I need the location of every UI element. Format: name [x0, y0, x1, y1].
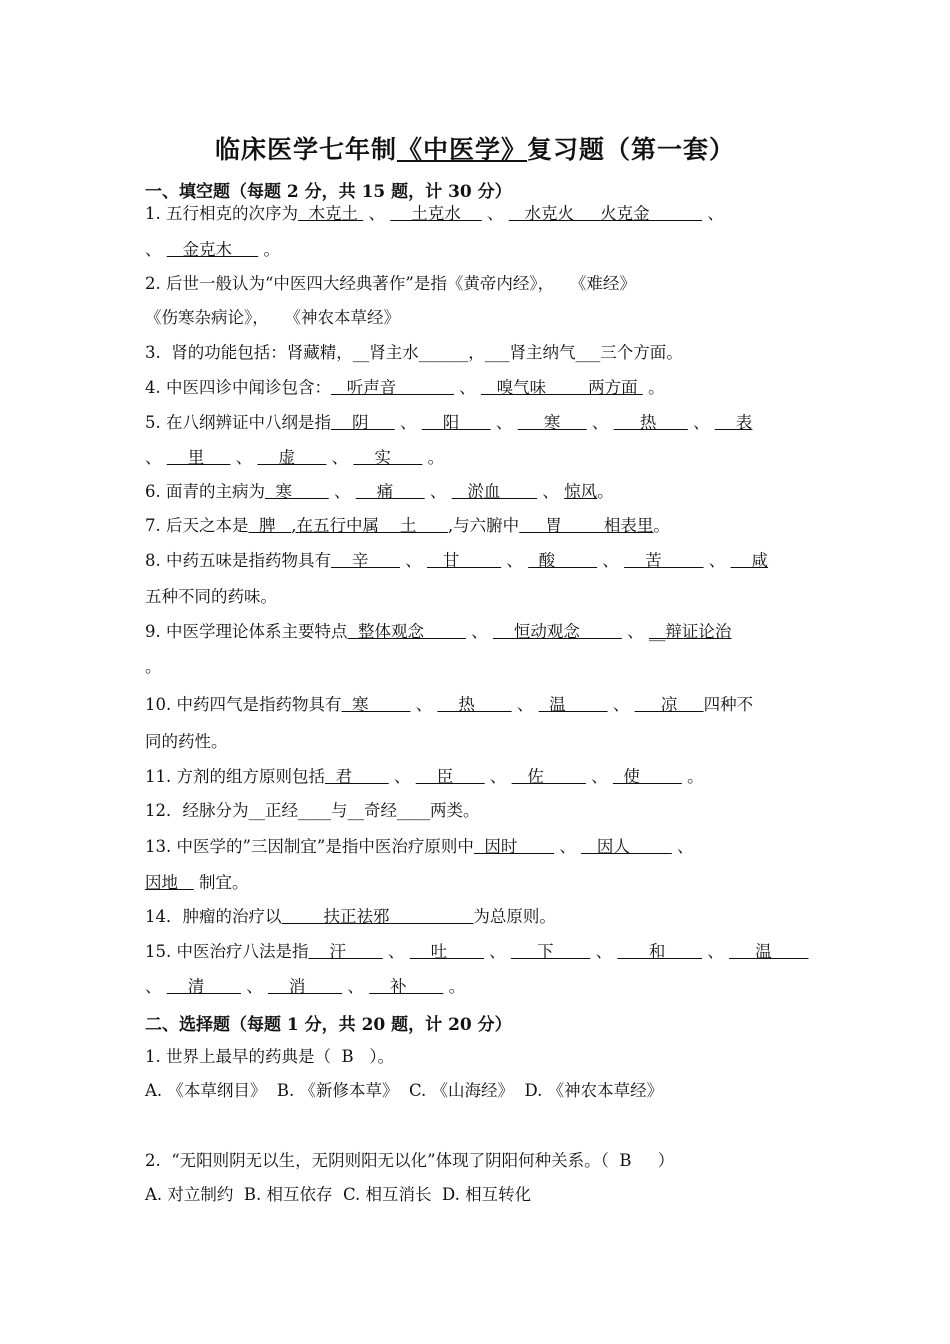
q9-answer: __辩证论治 — [648, 622, 732, 641]
section-choice-heading: 二、选择题（每题 1 分，共 20 题，计 20 分） — [145, 1015, 512, 1035]
q8-sep: 、 — [501, 551, 529, 570]
question-10-line1 — [145, 694, 753, 716]
q13-answer: 因地 — [145, 873, 194, 892]
question-4 — [145, 377, 665, 399]
q6-answer: 淤血 — [451, 482, 538, 501]
q5-answer: 热 — [613, 413, 688, 432]
q10-text: 10. 中药四气是指药物具有 — [145, 695, 342, 714]
q8-answer: 咸 — [730, 551, 769, 570]
q10-sep: 、 — [410, 695, 438, 714]
question-1-line1 — [145, 203, 724, 225]
q6-answer: 痛 — [355, 482, 425, 501]
q15-answer: 温 — [729, 942, 809, 961]
question-11 — [145, 766, 704, 788]
section-fill-heading: 一、填空题（每题 2 分，共 15 题，计 30 分） — [145, 182, 512, 202]
q10-sep: 、 — [511, 695, 539, 714]
q15-sep: 、 — [483, 942, 511, 961]
q15-text: 15. 中医治疗八法是指 — [145, 942, 309, 961]
q4-answer-2: 嗅气味 两方面 — [480, 378, 643, 397]
q1-answer-1: 木克土 — [298, 204, 364, 223]
q11-answer: 君 — [325, 767, 389, 786]
q1-answer-3: 水克火 火克金 — [508, 204, 703, 223]
choice-1-question: 1. 世界上最早的药典是（ B ）。 — [145, 1047, 395, 1066]
q13-sep: 、 — [671, 837, 694, 856]
q13-answer: 因时 — [473, 837, 555, 856]
q6-text: 6. 面青的主病为 — [145, 482, 265, 501]
q8-answer: 辛 — [331, 551, 400, 570]
q5-sep: 、 — [586, 413, 614, 432]
q10-answer: 温 — [538, 695, 608, 714]
q5-sep: 、 — [326, 448, 354, 467]
q4-sep: 、 — [453, 378, 481, 397]
question-13-line1 — [145, 836, 694, 858]
question-5-line1 — [145, 412, 752, 434]
question-12: 12．经脉分为__正经____与__奇经____两类。 — [145, 801, 480, 820]
q5-sep: 、 — [687, 413, 715, 432]
question-7 — [145, 515, 670, 537]
q7-answer: 脾 — [248, 516, 292, 535]
q5-answer: 阴 — [331, 413, 395, 432]
q15-answer: 消 — [267, 977, 343, 996]
q7-end: 。 — [653, 516, 670, 535]
q8-sep: 、 — [399, 551, 427, 570]
q15-answer: 下 — [510, 942, 591, 961]
q9-answer: 恒动观念 — [492, 622, 622, 641]
q15-answer: 吐 — [409, 942, 484, 961]
q13-answer: 因人 — [581, 837, 672, 856]
q11-end: 。 — [681, 767, 704, 786]
q1-sep: 、 — [145, 240, 167, 259]
q5-sep: 、 — [394, 413, 422, 432]
q15-end: 。 — [443, 977, 466, 996]
q1-sep: 、 — [481, 204, 509, 223]
q1-end: 。 — [258, 240, 280, 259]
q4-text: 4. 中医四诊中闻诊包含： — [145, 378, 331, 397]
question-3: 3. 肾的功能包括：肾藏精，__肾主水______，___肾主纳气___三个方面。 — [145, 343, 683, 362]
q11-sep: 、 — [585, 767, 613, 786]
q7-answer: 胃 相表里 — [519, 516, 654, 535]
q1-answer-2: 土克水 — [390, 204, 482, 223]
q7-text-2: ,在五行中属 — [291, 516, 379, 535]
q9-answer: 整体观念 — [347, 622, 466, 641]
q15-sep: 、 — [145, 977, 167, 996]
document-title — [0, 130, 950, 166]
choice-2-question: 2. “无阳则阴无以生，无阴则阳无以化”体现了阴阳何种关系。（ B ） — [145, 1151, 675, 1170]
question-14 — [145, 906, 556, 928]
choice-1-options: A. 《本草纲目》 B. 《新修本草》 C. 《山海经》 D. 《神农本草经》 — [145, 1081, 664, 1100]
q7-text: 7. 后天之本是 — [145, 516, 249, 535]
title-book-name: 《中医学》 — [396, 135, 527, 164]
q15-answer: 清 — [166, 977, 241, 996]
q9-text: 9. 中医学理论体系主要特点 — [145, 622, 348, 641]
q14-text: 14．肿瘤的治疗以 — [145, 907, 282, 926]
q10-text-2: 四种不 — [703, 695, 754, 714]
question-6 — [145, 481, 614, 503]
q5-sep: 、 — [145, 448, 167, 467]
question-8-line1 — [145, 550, 768, 572]
q7-text-3: ,与六腑中 — [447, 516, 520, 535]
q14-end: 为总原则。 — [473, 907, 556, 926]
q9-sep: 、 — [465, 622, 493, 641]
q11-sep: 、 — [388, 767, 416, 786]
q6-sep: 、 — [328, 482, 356, 501]
q5-answer: 实 — [353, 448, 423, 467]
title-prefix: 临床医学七年制 — [214, 135, 397, 164]
q11-sep: 、 — [484, 767, 512, 786]
q15-sep: 、 — [382, 942, 410, 961]
q8-answer: 甘 — [426, 551, 502, 570]
q8-sep: 、 — [597, 551, 625, 570]
question-13-line2 — [145, 872, 249, 894]
q8-answer: 苦 — [624, 551, 704, 570]
q6-answer: 惊风 — [564, 482, 598, 501]
q11-answer: 臣 — [415, 767, 485, 786]
q6-sep: 、 — [537, 482, 565, 501]
choice-2-options: A. 对立制约 B. 相互依存 C. 相互消长 D. 相互转化 — [145, 1185, 532, 1204]
q10-answer: 凉 — [634, 695, 704, 714]
q5-answer: 里 — [166, 448, 231, 467]
q5-text: 5. 在八纲辨证中八纲是指 — [145, 413, 331, 432]
title-suffix: 复习题（第一套） — [527, 135, 736, 164]
q13-end: 制宜。 — [193, 873, 249, 892]
q11-text: 11. 方剂的组方原则包括 — [145, 767, 325, 786]
q8-answer: 酸 — [528, 551, 598, 570]
q13-sep: 、 — [554, 837, 582, 856]
question-1-line2 — [145, 239, 280, 261]
question-9-line2: 。 — [145, 657, 162, 676]
q5-answer: 阳 — [421, 413, 491, 432]
q15-sep: 、 — [590, 942, 618, 961]
q5-answer: 寒 — [517, 413, 587, 432]
q1-sep: 、 — [702, 204, 724, 223]
q10-answer: 热 — [437, 695, 512, 714]
q1-answer-4: 金克木 — [166, 240, 259, 259]
question-10-line2: 同的药性。 — [145, 732, 228, 751]
q6-end: 。 — [597, 482, 614, 501]
q8-sep: 、 — [703, 551, 731, 570]
q15-answer: 补 — [369, 977, 444, 996]
q1-text: 1. 五行相克的次序为 — [145, 204, 298, 223]
q4-end: 。 — [642, 378, 665, 397]
q5-answer: 表 — [714, 413, 753, 432]
q5-answer: 虚 — [257, 448, 327, 467]
q5-end: 。 — [422, 448, 445, 467]
q9-sep: 、 — [621, 622, 649, 641]
q6-sep: 、 — [424, 482, 452, 501]
question-2-line1: 2. 后世一般认为“中医四大经典著作”是指《黄帝内经》， 《难经》 — [145, 274, 636, 293]
q13-text: 13. 中医学的”三因制宜”是指中医治疗原则中 — [145, 837, 474, 856]
q14-answer: 扶正祛邪 — [281, 907, 474, 926]
question-15-line1 — [145, 941, 809, 963]
q4-answer-1: 听声音 — [331, 378, 454, 397]
q11-answer: 使 — [612, 767, 682, 786]
q15-sep: 、 — [240, 977, 268, 996]
question-5-line2 — [145, 447, 444, 469]
q11-answer: 佐 — [511, 767, 586, 786]
q15-answer: 汗 — [308, 942, 383, 961]
q15-sep: 、 — [702, 942, 730, 961]
q6-answer: 寒 — [265, 482, 329, 501]
q10-sep: 、 — [607, 695, 635, 714]
question-9-line1 — [145, 621, 731, 643]
question-8-line2: 五种不同的药味。 — [145, 587, 277, 606]
q15-sep: 、 — [342, 977, 370, 996]
q7-answer: 土 — [378, 516, 448, 535]
question-2-line2: 《伤寒杂病论》， 《神农本草经》 — [145, 308, 400, 327]
q5-sep: 、 — [490, 413, 518, 432]
q5-sep: 、 — [230, 448, 258, 467]
q8-text: 8. 中药五味是指药物具有 — [145, 551, 331, 570]
question-15-line2 — [145, 976, 465, 998]
q10-answer: 寒 — [341, 695, 411, 714]
q1-sep: 、 — [363, 204, 391, 223]
q15-answer: 和 — [617, 942, 703, 961]
